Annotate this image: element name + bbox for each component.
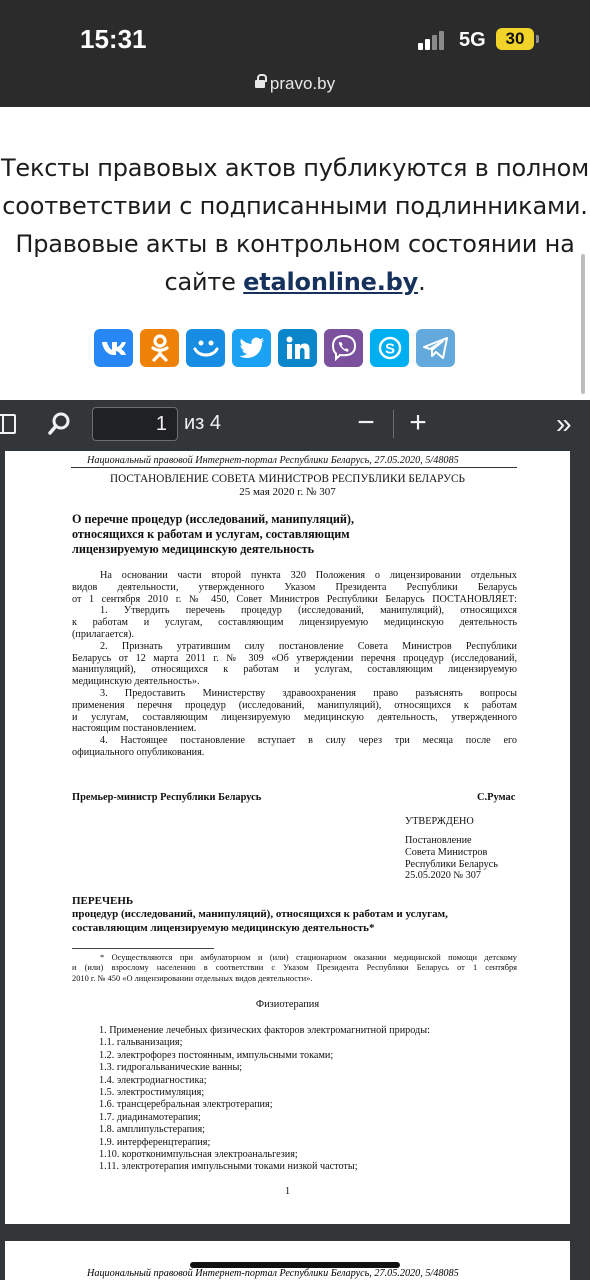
list-item: 1.2. электрофорез постоянным, импульсными токами; <box>99 1049 334 1061</box>
vk-icon <box>101 340 127 356</box>
list-item: 1.3. гидрогальванические ванны; <box>99 1062 243 1074</box>
list-item: 1.4. электродиагностика; <box>99 1074 207 1086</box>
toolbar-divider <box>393 410 394 438</box>
list-item: 1.10. коротконимпульсная электроанальгезия; <box>99 1149 298 1161</box>
moimir-icon <box>192 337 220 359</box>
document-preamble: На основании части второй пункта 320 Положения о лицензировании отдельных видов деятельности, утвержденного Указом Президента Республики Беларусь от 1 сентября 2010 г. № 450, Совет Министров Республики Беларусь ПОСТАНОВЛЯЕТ: 1. Утвердить перечень процедур (исследований, манипуляций), относящихся к работам и услугам, составляющим лицензируемую медицинскую деятельность (прилагается). 2. Признать утратившим силу постановление Совета Министров Республики Беларусь от 12 марта 2011 г. № 309 «Об утверждении перечня процедур (исследований, манипуляций), относящихся к работам и услугам, составляющим лицензируемую медицинскую деятельность». 3. Предоставить Министерству здравоохранения право разъяснять вопросы применения перечня процедур (исследований, манипуляций), относящихся к работам и услугам, составляющим лицензируемую медицинскую деятельность, утвержденного настоящим постановлением. 4. Настоящее постановление вступает в силу через три месяца после его официального опубликования. <box>72 570 517 758</box>
pdf-page-2 <box>5 1241 570 1280</box>
header-rule <box>71 467 517 468</box>
zoom-out-button[interactable]: − <box>357 406 375 439</box>
section-title: Физиотерапия <box>255 999 320 1010</box>
list-item: 1.8. амплипульстерапия; <box>99 1124 206 1136</box>
document-header-page-2: Национальный правовой Интернет-портал Республики Беларусь, 27.05.2020, 5/48085 <box>87 1268 459 1279</box>
zoom-in-button[interactable]: + <box>409 406 427 439</box>
list-item: 1.1. гальванизация; <box>99 1037 183 1049</box>
pdf-toolbar <box>0 400 590 448</box>
url-text: pravo.by <box>269 74 336 93</box>
signer-title: Премьер-министр Республики Беларусь <box>72 792 262 803</box>
page-total-label: из 4 <box>184 412 222 434</box>
vk-share-button[interactable] <box>94 329 133 367</box>
address-bar[interactable] <box>0 74 590 94</box>
telegram-icon <box>423 337 449 359</box>
twitter-share-button[interactable] <box>232 329 271 367</box>
notice-line: Тексты правовых актов публикуются в полном <box>0 154 590 182</box>
document-subject: О перечне процедур (исследований, манипуляций), относящихся к работам и услугам, составляющим лицензируемую медицинскую деятельность <box>72 512 354 556</box>
skype-icon <box>376 334 404 362</box>
battery-icon: 30 <box>496 28 534 50</box>
moimir-share-button[interactable] <box>186 329 225 367</box>
linkedin-icon <box>286 336 310 360</box>
footnote-rule <box>72 948 214 949</box>
notice-line: сайте etalonline.by. <box>164 268 426 296</box>
linkedin-share-button[interactable] <box>278 329 317 367</box>
publication-notice <box>0 149 590 301</box>
odnoklassniki-share-button[interactable] <box>140 329 179 367</box>
approved-by: Постановление Совета Министров Республики Беларусь 25.05.2020 № 307 <box>405 835 498 882</box>
web-content <box>0 107 590 400</box>
network-type: 5G <box>459 29 486 51</box>
list-item: 1.6. трансцеребральная электротерапия; <box>99 1099 273 1111</box>
twitter-icon <box>239 337 265 359</box>
battery-tip <box>536 35 539 43</box>
signer-name: С.Румас <box>477 792 516 803</box>
skype-share-button[interactable] <box>370 329 409 367</box>
procedure-list <box>99 1025 430 1174</box>
page-scrollbar[interactable] <box>581 254 585 394</box>
notice-line: Правовые акты в контрольном состоянии на <box>15 230 575 258</box>
status-time: 15:31 <box>80 24 147 54</box>
list-item: 1.11. электротерапия импульсными токами низкой частоты; <box>99 1161 358 1173</box>
share-buttons <box>94 329 455 367</box>
list-heading: ПЕРЕЧЕНЬ <box>72 895 134 907</box>
search-icon[interactable] <box>48 412 72 436</box>
list-subheading: процедур (исследований, манипуляций), относящихся к работам и услугам, составляющим лицензируемую медицинскую деятельность* <box>72 908 448 934</box>
home-indicator[interactable] <box>190 1262 400 1268</box>
document-title: ПОСТАНОВЛЕНИЕ СОВЕТА МИНИСТРОВ РЕСПУБЛИКИ БЕЛАРУСЬ <box>110 473 465 485</box>
list-item: 1.9. интерференцтерапия; <box>99 1136 211 1148</box>
browser-top-bar <box>0 0 590 107</box>
footnote: * Осуществляются при амбулаторном и (или) стационарном оказании медицинской помощи детскому и (или) взрослому населению в соответствии с Указом Президента Республики Беларусь от 1 сентября 2010 г. № 450 «О лицензировании отдельных видов деятельности». <box>72 953 517 983</box>
viber-share-button[interactable] <box>324 329 363 367</box>
more-tools-button[interactable]: » <box>556 408 564 439</box>
approved-label: УТВЕРЖДЕНО <box>405 816 474 827</box>
document-header: Национальный правовой Интернет-портал Республики Беларусь, 27.05.2020, 5/48085 <box>87 455 459 466</box>
page-number-input[interactable] <box>92 407 178 441</box>
notice-line: соответствии с подписанными подлинниками. <box>2 192 588 220</box>
sidebar-toggle-icon[interactable] <box>0 414 16 434</box>
document-date: 25 мая 2020 г. № 307 <box>239 486 336 498</box>
odnoklassniki-icon <box>150 334 170 362</box>
signal-icon <box>418 30 450 50</box>
list-item: 1.5. электростимуляция; <box>99 1087 205 1099</box>
telegram-share-button[interactable] <box>416 329 455 367</box>
etalonline-link[interactable]: etalonline.by <box>243 268 419 296</box>
page-number: 1 <box>284 1186 291 1197</box>
svg-text:S: S <box>384 340 395 358</box>
list-item: 1. Применение лечебных физических факторов электромагнитной природы: <box>99 1025 430 1036</box>
lock-icon <box>255 80 265 88</box>
pdf-page <box>5 451 570 1224</box>
list-item: 1.7. диадинамотерапия; <box>99 1111 201 1123</box>
viber-icon <box>330 334 358 362</box>
